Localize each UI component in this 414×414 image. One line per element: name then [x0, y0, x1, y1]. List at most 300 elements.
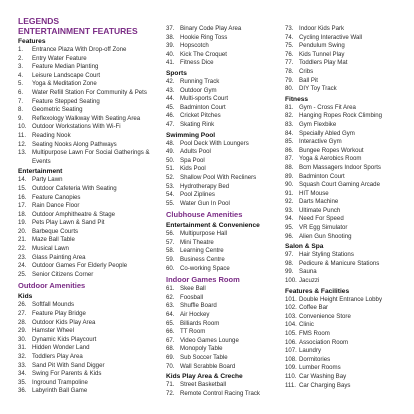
legend-item-number: 55.	[166, 199, 175, 207]
legend-item-label: Outdoor Cafeteria With Seating	[32, 184, 117, 192]
legend-item-label: Musical Lawn	[32, 245, 69, 253]
legend-item-label: Pets Play Lawn & Sand Pit	[32, 219, 105, 227]
legend-item-number: 25.	[18, 270, 27, 278]
legend-item	[18, 319, 166, 328]
legend-item-label: Hanging Ropes Rock Climbing	[299, 112, 382, 120]
legend-item-number: 96.	[285, 232, 294, 240]
entertainment-convenience-subheading: Entertainment & Convenience	[166, 222, 260, 230]
legend-item	[166, 294, 286, 303]
legend-item	[18, 123, 166, 132]
legend-item-label: Dormitories	[299, 355, 331, 363]
legend-item-number: 7.	[18, 97, 24, 105]
legend-item-number: 82.	[285, 112, 294, 120]
legend-item-number: 20.	[18, 227, 27, 235]
legend-item-number: 104.	[285, 321, 297, 329]
legend-item	[166, 381, 286, 390]
features-subheading: Features	[18, 38, 46, 45]
legend-item-number: 8.	[18, 106, 24, 114]
legend-item-label: Outdoor Gym	[180, 86, 217, 94]
legend-item-label: Mini Theatre	[180, 238, 214, 246]
legend-item-label: Geometric Seating	[32, 106, 83, 114]
legends-title: LEGENDS	[18, 16, 60, 26]
legend-item-number: 75.	[285, 42, 294, 50]
legend-item-label: Hidden Wonder Land	[32, 344, 90, 352]
legend-item-label: Squash Court Gaming Arcade	[299, 181, 380, 189]
entertainment-features-title: ENTERTAINMENT FEATURES	[18, 26, 138, 36]
legend-item-number: 86.	[285, 146, 294, 154]
legend-item-number: 44.	[166, 95, 175, 103]
legend-item-label: Toddlers Play Area	[32, 353, 83, 360]
legend-item-number: 61.	[166, 285, 175, 293]
fitness-list	[285, 104, 413, 242]
legend-item-label: Indoor Kids Park	[299, 25, 345, 32]
legend-item-number: 56.	[166, 230, 175, 238]
legend-item	[18, 202, 166, 211]
legend-item-label: Hookie Ring Toss	[180, 33, 228, 41]
legend-item-label: Cribs	[299, 67, 314, 75]
legend-item-number: 101.	[285, 295, 297, 303]
legend-item-number: 14.	[18, 176, 27, 184]
legend-item-label: DIY Toy Track	[299, 85, 337, 93]
legend-item-number: 109.	[285, 364, 297, 372]
legend-item-number: 107.	[285, 347, 297, 355]
legend-item-label: Monopoly Table	[180, 345, 223, 353]
legend-item-number: 36.	[18, 387, 27, 395]
legend-item-label: Rain Dance Floor	[32, 202, 80, 210]
legend-item-label: Yoga & Meditation Zone	[32, 80, 97, 88]
legend-item	[18, 176, 166, 185]
legend-item	[285, 112, 413, 121]
legend-item	[285, 277, 413, 286]
legend-item	[285, 330, 413, 339]
kids-play-area-list	[166, 381, 286, 398]
legend-item	[166, 311, 286, 320]
legend-item-label: Gym Flexbike	[299, 120, 337, 128]
legend-item	[18, 228, 166, 237]
legend-item	[285, 224, 413, 233]
legend-item	[285, 138, 413, 147]
legend-item-number: 22.	[18, 245, 27, 253]
legend-item	[166, 354, 286, 363]
outdoor-amenities-heading: Outdoor Amenities	[18, 281, 86, 291]
legend-item	[18, 236, 166, 245]
legend-item-number: 65.	[166, 319, 175, 327]
legend-item-number: 59.	[166, 256, 175, 264]
legend-item-label: Shuffle Board	[180, 302, 217, 310]
legend-item-number: 90.	[285, 181, 294, 189]
legend-item-label: Air Hockey	[180, 311, 210, 319]
salon-spa-subheading: Salon & Spa	[285, 243, 324, 251]
indoor-games-list	[166, 285, 286, 371]
legend-item	[285, 42, 413, 51]
legend-item-label: Outdoor Amphitheatre & Stage	[32, 210, 115, 218]
legend-item	[285, 382, 413, 391]
features-facilities-subheading: Features & Facilities	[285, 287, 350, 295]
legend-item-label: Jacuzzi	[299, 277, 320, 285]
legend-item	[166, 256, 286, 265]
legend-item-label: Car Charging Bays	[299, 381, 351, 389]
legend-item-label: Wall Scrabble Board	[180, 362, 236, 370]
legend-item-number: 15.	[18, 184, 27, 192]
legend-column-3	[285, 25, 413, 390]
legend-item-label: Video Games Lounge	[180, 336, 239, 344]
legend-item-label: Feature Stepped Seating	[32, 97, 100, 105]
legend-item	[285, 268, 413, 277]
legend-item-number: 42.	[166, 77, 175, 85]
legend-item-number: 1.	[18, 46, 24, 53]
legend-item	[285, 59, 413, 68]
legend-item	[285, 251, 413, 260]
legend-item	[166, 285, 286, 294]
legend-item-label: Business Centre	[180, 256, 225, 264]
legend-item-number: 6.	[18, 88, 24, 96]
legend-item	[18, 98, 166, 107]
legend-item	[166, 302, 286, 311]
kids-continued-list	[166, 25, 286, 68]
legend-item	[285, 121, 413, 130]
legend-item-label: VR Egg Simulator	[299, 224, 348, 232]
legend-item-label: Kick The Croquet	[180, 50, 227, 58]
legend-item	[285, 34, 413, 43]
legend-item-number: 30.	[18, 335, 27, 343]
legend-item-number: 83.	[285, 120, 294, 128]
legend-item-number: 31.	[18, 344, 27, 352]
legend-item	[18, 211, 166, 220]
legend-item-label: Alien Gun Shooting	[299, 232, 352, 240]
legend-item	[285, 339, 413, 348]
legend-item	[285, 68, 413, 77]
legend-item	[166, 104, 286, 113]
legend-item-label: Outdoor Games For Elderly People	[32, 262, 128, 270]
legend-item	[18, 301, 166, 310]
legend-item	[18, 80, 166, 89]
legend-item-number: 57.	[166, 238, 175, 246]
legend-item-number: 68.	[166, 345, 175, 353]
legend-item-number: 81.	[285, 103, 294, 111]
entertainment-subheading: Entertainment	[18, 168, 63, 176]
legend-item-number: 37.	[166, 25, 175, 32]
legend-item-number: 80.	[285, 85, 294, 93]
legend-item-label: Shallow Pool With Recliners	[180, 173, 257, 181]
legend-item-number: 27.	[18, 310, 27, 318]
legend-item	[166, 95, 286, 104]
legend-item-label: Spa Pool	[180, 156, 205, 164]
legend-item	[285, 313, 413, 322]
swimming-pool-list	[166, 140, 286, 209]
legend-item-number: 58.	[166, 247, 175, 255]
legend-item	[166, 157, 286, 166]
legend-item	[18, 106, 166, 115]
legend-item-label: Convenience Store	[299, 312, 351, 320]
legend-item-number: 94.	[285, 215, 294, 223]
legend-item	[18, 362, 166, 371]
legend-item	[18, 310, 166, 319]
legend-item-label: Entrance Plaza With Drop-off Zone	[32, 46, 127, 53]
legend-item-label: Binary Code Play Area	[180, 25, 242, 32]
legend-item-label: Yoga & Aerobics Room	[299, 155, 362, 163]
legend-item	[285, 77, 413, 86]
legend-item-number: 110.	[285, 372, 297, 380]
legend-item-number: 41.	[166, 59, 175, 67]
legend-item-number: 72.	[166, 389, 175, 397]
legend-item-number: 79.	[285, 76, 294, 84]
legend-item-label: TT Room	[180, 328, 206, 336]
legend-item	[166, 140, 286, 149]
legend-item	[166, 183, 286, 192]
legend-item-label: Adults Pool	[180, 148, 211, 156]
legend-item-number: 64.	[166, 311, 175, 319]
legend-item-number: 16.	[18, 193, 27, 201]
legend-item	[285, 85, 413, 94]
legend-item-number: 111.	[285, 381, 296, 389]
legend-item	[285, 356, 413, 365]
legend-item	[285, 215, 413, 224]
legend-item	[18, 72, 166, 81]
legend-item-label: Hopscotch	[180, 42, 209, 50]
legend-item-number: 100.	[285, 277, 297, 285]
legend-item-label: Kids Pool	[180, 165, 206, 173]
legend-item-label: Pool Deck With Loungers	[180, 139, 249, 147]
legend-item-label: Interactive Gym	[299, 138, 342, 146]
legend-item-label: Remote Control Racing Track	[180, 389, 260, 397]
legend-item-number: 84.	[285, 129, 294, 137]
legend-item-label: HIT Mouse	[299, 189, 329, 197]
legend-item-number: 108.	[285, 355, 297, 363]
legend-item-number: 21.	[18, 236, 27, 244]
legend-item-number: 62.	[166, 293, 175, 301]
legend-item-number: 97.	[285, 251, 294, 259]
legend-item-label: Pedicure & Manicure Stations	[299, 259, 380, 267]
legend-item-number: 74.	[285, 33, 294, 41]
legend-item-number: 85.	[285, 138, 294, 146]
salon-spa-list	[285, 251, 413, 285]
legend-item-number: 13.	[18, 149, 27, 157]
legend-item-number: 78.	[285, 67, 294, 75]
legend-item-number: 48.	[166, 139, 175, 147]
clubhouse-amenities-heading: Clubhouse Amenities	[166, 210, 243, 220]
legend-item-label: Cycling Interactive Wall	[299, 33, 363, 41]
legend-item	[166, 148, 286, 157]
legend-item-label: Seating Nooks Along Pathways	[32, 140, 117, 148]
legend-column-2	[166, 25, 286, 398]
legend-item-label: Car Washing Bay	[299, 372, 347, 380]
legend-item-label: Badminton Court	[180, 103, 226, 111]
legend-item	[285, 51, 413, 60]
legend-item-label: Laundry	[299, 347, 322, 355]
legend-item-label: Darts Machine	[299, 198, 339, 206]
legend-item-label: Co-working Space	[180, 264, 230, 272]
legend-item-label: Leisure Landscape Court	[32, 71, 101, 79]
legend-item	[18, 245, 166, 254]
legend-item	[18, 141, 166, 150]
legend-item	[166, 363, 286, 372]
legend-item-label: Pool Ziplines	[180, 191, 215, 199]
legend-item	[18, 370, 166, 379]
legend-item-label: Billiards Room	[180, 319, 220, 327]
kids-play-continued-list	[285, 25, 413, 94]
legend-item	[285, 321, 413, 330]
legend-item	[18, 55, 166, 64]
legend-item-number: 71.	[166, 381, 175, 389]
legend-item	[285, 164, 413, 173]
legend-item	[166, 328, 286, 337]
legend-item	[18, 327, 166, 336]
legend-item	[166, 247, 286, 256]
fitness-subheading: Fitness	[285, 95, 309, 103]
legend-item-number: 49.	[166, 148, 175, 156]
legend-item-label: FMS Room	[299, 330, 330, 337]
legend-item-number: 53.	[166, 182, 175, 190]
legend-item-number: 32.	[18, 353, 27, 360]
legend-item	[166, 174, 286, 183]
legend-item	[18, 115, 166, 124]
kids-list	[18, 301, 166, 396]
legend-item	[166, 51, 286, 60]
legend-item	[166, 200, 286, 209]
legend-item	[18, 194, 166, 203]
legend-item-number: 89.	[285, 172, 294, 180]
legend-item	[166, 87, 286, 96]
legend-item-number: 69.	[166, 354, 175, 361]
legend-item-number: 43.	[166, 86, 175, 94]
legend-item-number: 9.	[18, 114, 24, 122]
legend-item-number: 29.	[18, 327, 27, 335]
legend-item	[285, 233, 413, 242]
legend-item	[285, 104, 413, 113]
legend-item-number: 51.	[166, 165, 175, 173]
legend-item-label: Senior Citizens Corner	[32, 270, 94, 278]
legend-item-number: 91.	[285, 189, 294, 197]
legend-item	[285, 373, 413, 382]
legend-item	[285, 304, 413, 313]
legend-item-number: 17.	[18, 202, 27, 210]
legend-item-label: Water Gun In Pool	[180, 199, 230, 207]
legend-item	[18, 353, 166, 362]
legend-item-number: 52.	[166, 173, 175, 181]
legend-item	[166, 390, 286, 399]
legend-item-label: Feature Canopies	[32, 193, 81, 201]
legend-item-label: Bungee Ropes Workout	[299, 146, 364, 154]
features-facilities-list	[285, 296, 413, 391]
legend-item-label: Reflexology Walkway With Seating Area	[32, 114, 141, 122]
legend-item-number: 103.	[285, 312, 297, 320]
legend-item-label: Hair Styling Stations	[299, 251, 354, 259]
legend-item-label: Toddlers Play Mat	[299, 59, 348, 67]
legend-item-label: Feature Median Planting	[32, 63, 99, 71]
legend-item-label: Glass Painting Area	[32, 253, 86, 261]
legend-item-number: 33.	[18, 361, 27, 369]
legend-item	[166, 337, 286, 346]
legend-item-label: Multipurpose Hall	[180, 230, 228, 238]
legend-item-label: Maze Ball Table	[32, 236, 75, 244]
legend-item-number: 3.	[18, 63, 24, 71]
legend-item-label: Badminton Court	[299, 172, 345, 180]
legend-item-label: Foosball	[180, 293, 204, 301]
legend-item-label: Street Basketball	[180, 381, 227, 389]
legend-item	[166, 59, 286, 68]
legend-item	[166, 320, 286, 329]
legend-item-number: 50.	[166, 156, 175, 164]
legend-item	[285, 25, 413, 34]
legend-item	[285, 260, 413, 269]
legend-item-number: 28.	[18, 318, 27, 326]
legend-item-label: Learning Centre	[180, 247, 224, 255]
legend-item-label: Running Track	[180, 77, 220, 85]
legend-item-number: 76.	[285, 50, 294, 58]
legend-item-number: 92.	[285, 198, 294, 206]
legend-item-number: 26.	[18, 301, 27, 309]
legend-item	[18, 262, 166, 271]
legend-item-number: 95.	[285, 224, 294, 232]
legend-item	[18, 336, 166, 345]
legend-item-number: 24.	[18, 262, 27, 270]
legend-item-number: 98.	[285, 259, 294, 267]
legend-item-number: 45.	[166, 103, 175, 111]
legend-item-label: Entry Water Feature	[32, 54, 87, 62]
legend-item-number: 10.	[18, 123, 27, 131]
legend-item-number: 4.	[18, 71, 24, 79]
sports-subheading: Sports	[166, 69, 187, 77]
legend-item	[18, 344, 166, 353]
legend-item-label: Softfall Mounds	[32, 301, 75, 309]
legend-item	[285, 130, 413, 139]
legend-column-1	[18, 16, 166, 396]
legend-item-label: Labyrinth Ball Game	[32, 387, 88, 395]
legend-item-label: Hydrotherapy Bed	[180, 182, 230, 190]
legend-item-label: Sand Pit With Sand Digger	[32, 361, 105, 369]
legend-item-number: 77.	[285, 59, 294, 67]
indoor-games-room-heading: Indoor Games Room	[166, 275, 240, 285]
legend-item	[18, 46, 166, 55]
kids-play-area-subheading: Kids Play Area & Creche	[166, 373, 243, 381]
legend-item-number: 102.	[285, 304, 297, 312]
legend-item-label: Need For Speed	[299, 215, 344, 223]
legend-item-label: Clinic	[299, 321, 314, 329]
legend-item	[285, 190, 413, 199]
legend-item	[18, 149, 166, 166]
legend-item-number: 106.	[285, 338, 297, 346]
legend-item-label: Dynamic Kids Playcourt	[32, 335, 97, 343]
legend-item	[166, 345, 286, 354]
legend-item	[166, 112, 286, 121]
legend-item	[285, 296, 413, 305]
legend-item	[166, 265, 286, 274]
legend-item-number: 47.	[166, 120, 175, 128]
swimming-pool-subheading: Swimming Pool	[166, 131, 216, 139]
legend-item-label: Barbeque Courts	[32, 227, 79, 235]
legend-item-label: Gym - Cross Fit Area	[299, 103, 356, 111]
kids-subheading: Kids	[18, 293, 33, 301]
legend-item-label: Multi-sports Court	[180, 95, 229, 103]
legend-item-number: 18.	[18, 210, 27, 218]
legend-item-label: Specially Abled Gym	[299, 129, 355, 137]
legend-item	[18, 132, 166, 141]
legend-item-number: 54.	[166, 191, 175, 199]
legend-item-label: Bcm Massagers Indoor Sports	[299, 163, 381, 171]
legend-item	[18, 387, 166, 396]
legend-item-number: 93.	[285, 206, 294, 214]
legend-item-label: Lumber Rooms	[299, 364, 341, 372]
legend-item-label: Ultimate Punch	[299, 206, 341, 214]
legend-item	[166, 239, 286, 248]
legend-item	[18, 63, 166, 72]
legend-item-label: Kids Tunnel Play	[299, 50, 345, 58]
legend-item-label: Double Height Entrance Lobby	[299, 295, 382, 303]
legend-item-number: 46.	[166, 112, 175, 120]
legend-item-number: 39.	[166, 42, 175, 50]
legend-item	[18, 254, 166, 263]
legend-item-number: 23.	[18, 253, 27, 261]
